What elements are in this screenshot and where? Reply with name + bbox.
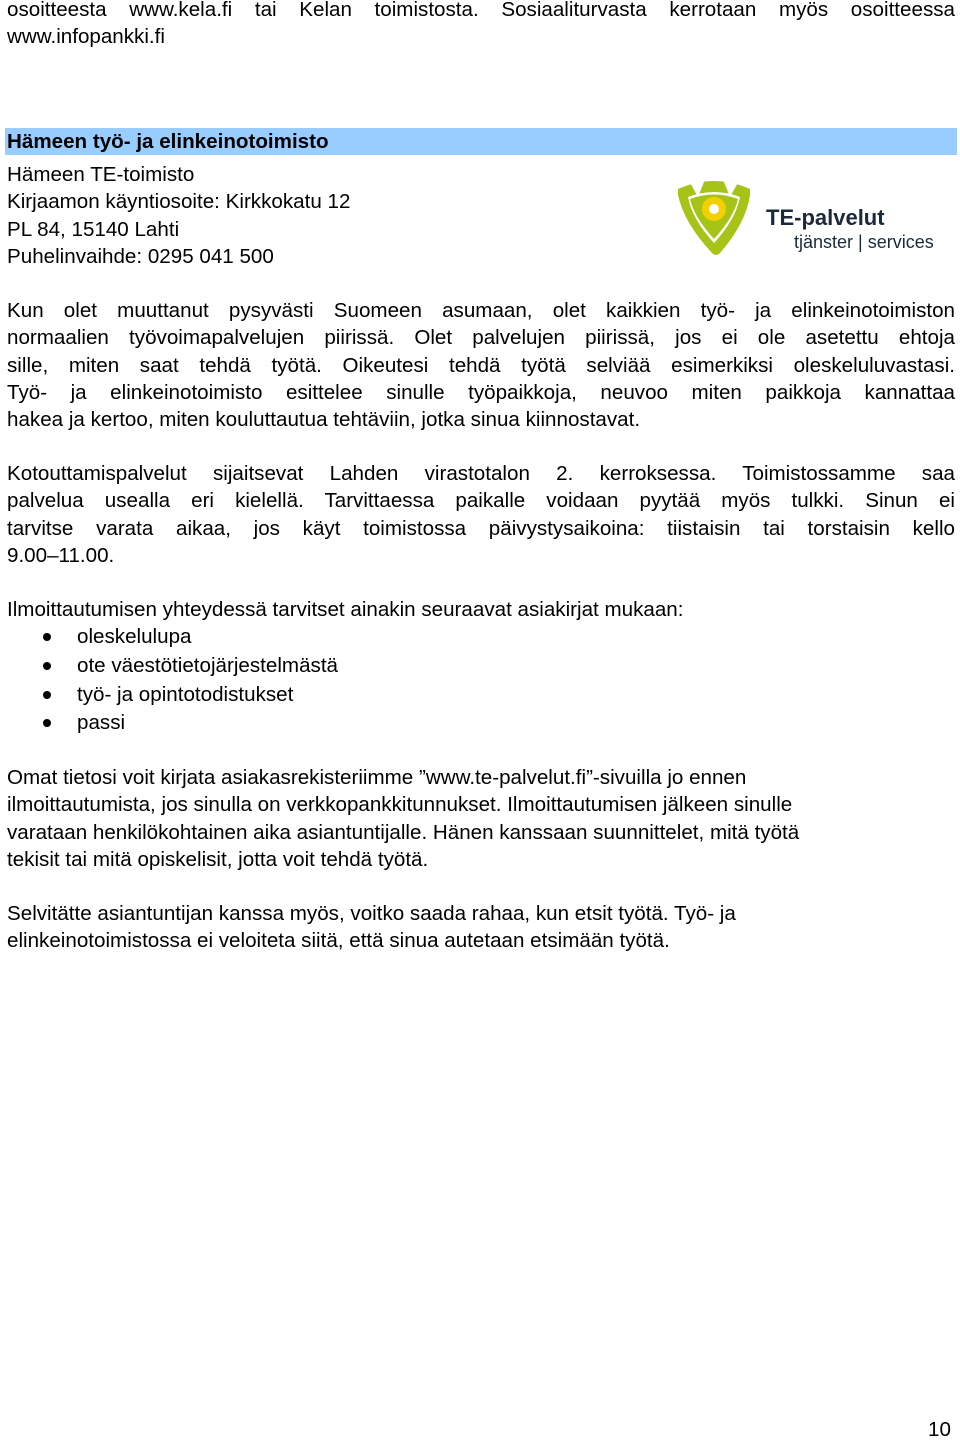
paragraph-1 [7, 297, 955, 433]
list-item: työ- ja opintotodistukset [7, 681, 955, 710]
paragraph-line: palvelua usealla eri kielellä. Tarvittaessa paikalle voidaan pyytää myös tulkki. Sinun ei [7, 489, 955, 513]
address-line: Puhelinvaihde: 0295 041 500 [7, 244, 274, 268]
paragraph-line: Kun olet muuttanut pysyvästi Suomeen asumaan, olet kaikkien työ- ja elinkeinotoimiston [7, 299, 955, 322]
documents-section [7, 596, 955, 738]
address-line: Kirjaamon käyntiosoite: Kirkkokatu 12 [7, 190, 351, 214]
paragraph-line: sille, miten saat tehdä työtä. Oikeutesi tehdä työtä selviää esimerkiksi oleskeluluvastasi. [7, 353, 955, 377]
paragraph-line: varataan henkilökohtainen aika asiantuntijalle. Hänen kanssaan suunnittelet, mitä työtä [7, 820, 800, 844]
paragraph-line: ilmoittautumista, jos sinulla on verkkopankkitunnukset. Ilmoittautumisen jälkeen sinulle [7, 793, 793, 817]
list-item: oleskelulupa [7, 623, 955, 652]
bullet-icon [43, 633, 51, 641]
top-text [7, 0, 955, 51]
te-palvelut-logo [676, 175, 946, 257]
paragraph-line: elinkeinotoimistossa ei veloiteta siitä, että sinua autetaan etsimään työtä. [7, 929, 670, 953]
paragraph-line: hakea ja kertoo, miten kouluttautua tehtäviin, jotka sinua kiinnostavat. [7, 408, 641, 432]
te-palvelut-logo-icon [676, 175, 946, 257]
logo-name: TE-palvelut [766, 205, 885, 230]
office-heading: Hämeen työ- ja elinkeinotoimisto [5, 128, 957, 155]
documents-intro: Ilmoittautumisen yhteydessä tarvitset ainakin seuraavat asiakirjat mukaan: [7, 598, 684, 621]
list-item: ote väestötietojärjestelmästä [7, 652, 955, 681]
list-item: passi [7, 709, 955, 738]
address-line: Hämeen TE-toimisto [7, 163, 195, 186]
page-number: 10 [928, 1418, 951, 1441]
office-address [7, 161, 350, 270]
top-line-2: www.infopankki.fi [7, 25, 165, 49]
top-line-1: osoitteesta www.kela.fi tai Kelan toimistosta. Sosiaaliturvasta kerrotaan myös osoitteessa [7, 0, 955, 21]
paragraph-2 [7, 460, 955, 569]
bullet-icon [43, 719, 51, 727]
paragraph-3 [7, 764, 955, 873]
paragraph-line: Työ- ja elinkeinotoimisto esittelee sinulle työpaikkoja, neuvoo miten paikkoja kannattaa [7, 380, 955, 404]
paragraph-4 [7, 900, 955, 955]
paragraph-line: 9.00–11.00. [7, 543, 115, 567]
paragraph-line: Kotouttamispalvelut sijaitsevat Lahden virastotalon 2. kerroksessa. Toimistossamme saa [7, 462, 955, 485]
paragraph-line: Selvitätte asiantuntijan kanssa myös, voitko saada rahaa, kun etsit työtä. Työ- ja [7, 902, 736, 925]
paragraph-line: tarvitse varata aikaa, jos käyt toimistossa päivystysaikoina: tiistaisin tai torstaisin kello [7, 516, 955, 540]
documents-list [7, 623, 955, 738]
logo-subtitle: tjänster | services [794, 232, 934, 252]
address-line: PL 84, 15140 Lahti [7, 217, 180, 241]
bullet-icon [43, 662, 51, 670]
bullet-icon [43, 691, 51, 699]
paragraph-line: tekisit tai mitä opiskelisit, jotta voit tehdä työtä. [7, 847, 429, 871]
paragraph-line: Omat tietosi voit kirjata asiakasrekisteriimme ”www.te-palvelut.fi”-sivuilla jo ennen [7, 766, 747, 789]
paragraph-line: normaalien työvoimapalvelujen piirissä. Olet palvelujen piirissä, jos ei ole asetettu ehtoja [7, 326, 955, 350]
